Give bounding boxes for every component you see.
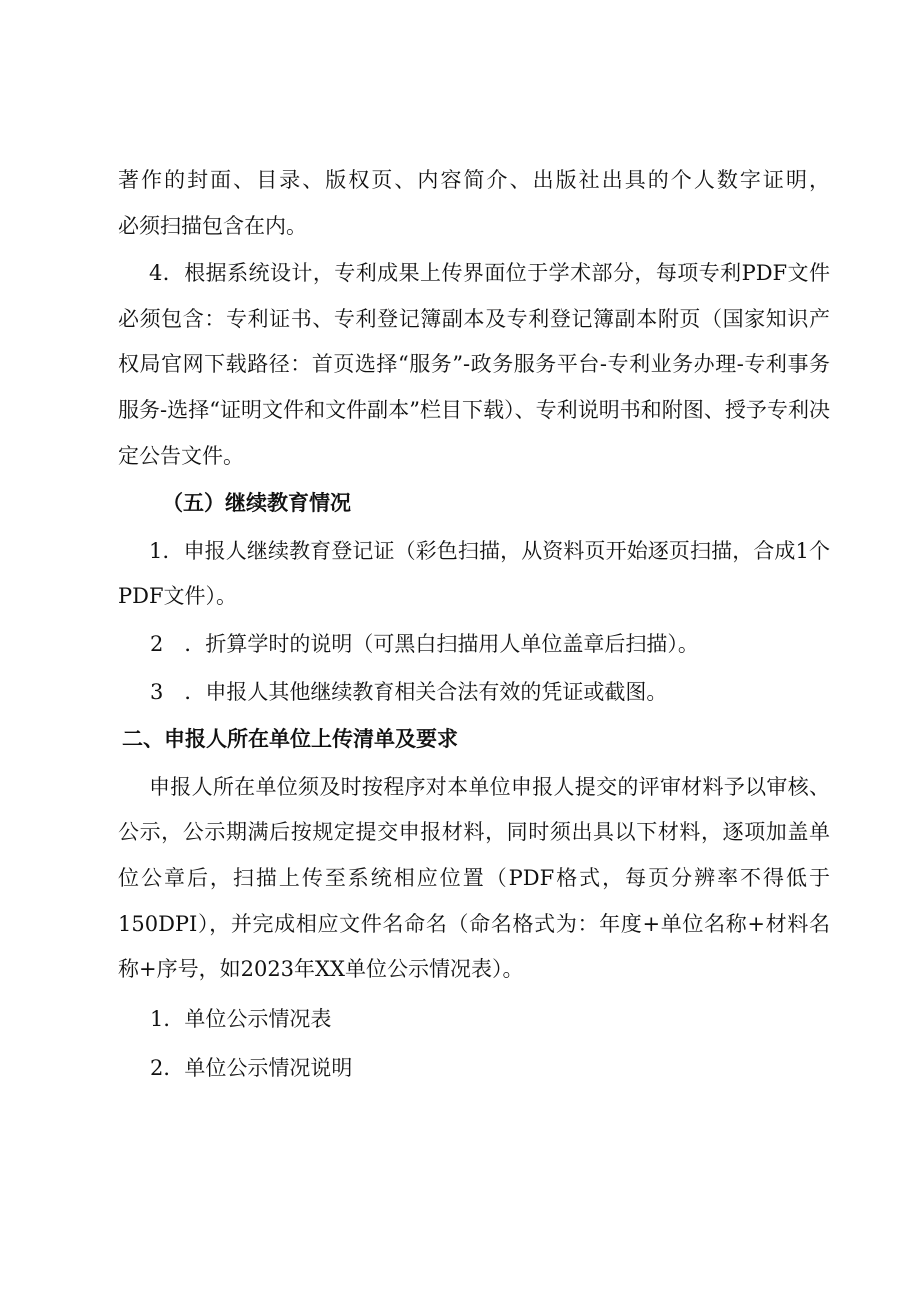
paragraph-text: 著作的封面、目录、版权页、内容简介、出版社出具的个人数字证明，	[118, 168, 830, 192]
unit-requirements-paragraph: 申报人所在单位须及时按程序对本单位申报人提交的评审材料予以审核、公示，公示期满后按规定提交申报材料，同时须出具以下材料，逐项加盖单位公章后，扫描上传至系统相应位置（PDF格式，每页分辨率不得低于150DPI），并完成相应文件名命名（命名格式为：年度+单位名称+材料名称+序号，如2023年XX单位公示情况表）。	[118, 774, 830, 982]
list-item: 2 ．折算学时的说明（可黑白扫描用人单位盖章后扫描）。	[150, 631, 699, 656]
list-item: 3 ．申报人其他继续教育相关合法有效的凭证或截图。	[150, 679, 668, 704]
list-item: 1．单位公示情况表	[150, 1006, 332, 1031]
patent-requirements-paragraph: 4．根据系统设计，专利成果上传界面位于学术部分，每项专利PDF文件必须包含：专利证书、专利登记簿副本及专利登记簿副本附页（国家知识产权局官网下载路径：首页选择“服务”-政务服务平台-专利业务办理-专利事务服务-选择“证明文件和文件副本”栏目下载）、专利说明书和附图、授予专利决定公告文件。	[118, 261, 830, 468]
section-heading-continuing-education: （五）继续教育情况	[162, 491, 351, 516]
paragraph-text: 必须扫描包含在内。	[118, 213, 307, 238]
document-body	[118, 158, 830, 1092]
list-item: 2．单位公示情况说明	[150, 1056, 353, 1081]
list-item: 1．申报人继续教育登记证（彩色扫描，从资料页开始逐页扫描，合成1个PDF文件）。	[118, 538, 830, 609]
section-heading-unit-upload-list: 二、申报人所在单位上传清单及要求	[122, 727, 458, 752]
